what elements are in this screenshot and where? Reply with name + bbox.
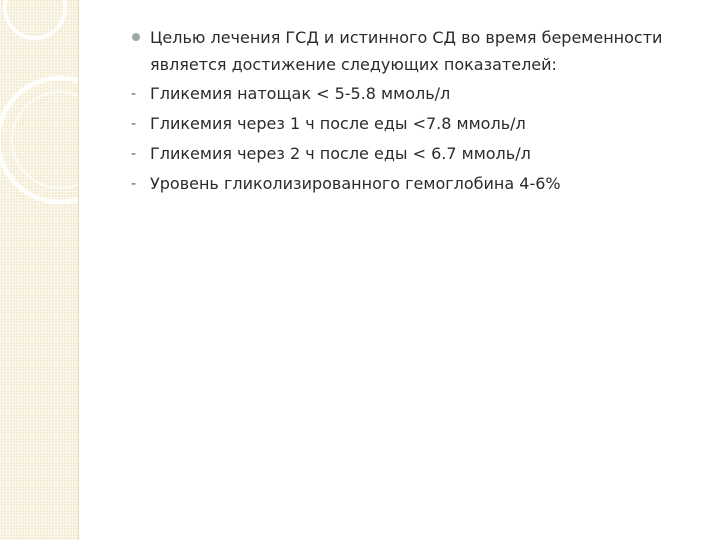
item-marker: - [131, 86, 137, 102]
item-marker: - [131, 116, 137, 132]
bullet-dot-icon [132, 33, 140, 41]
item-marker: - [131, 176, 137, 192]
item-marker: - [131, 146, 137, 162]
intro-line-2: является достижение следующих показателей: [150, 55, 557, 74]
list-item-fasting-glycemia: Гликемия натощак < 5-5.8 ммоль/л [150, 84, 451, 103]
list-item-glycemia-2h: Гликемия через 2 ч после еды < 6.7 ммоль/л [150, 144, 531, 163]
intro-line-1: Целью лечения ГСД и истинного СД во время беременности [150, 28, 663, 47]
list-item-glycemia-1h: Гликемия через 1 ч после еды <7.8 ммоль/л [150, 114, 526, 133]
list-item-hba1c: Уровень гликолизированного гемоглобина 4-6% [150, 174, 561, 193]
